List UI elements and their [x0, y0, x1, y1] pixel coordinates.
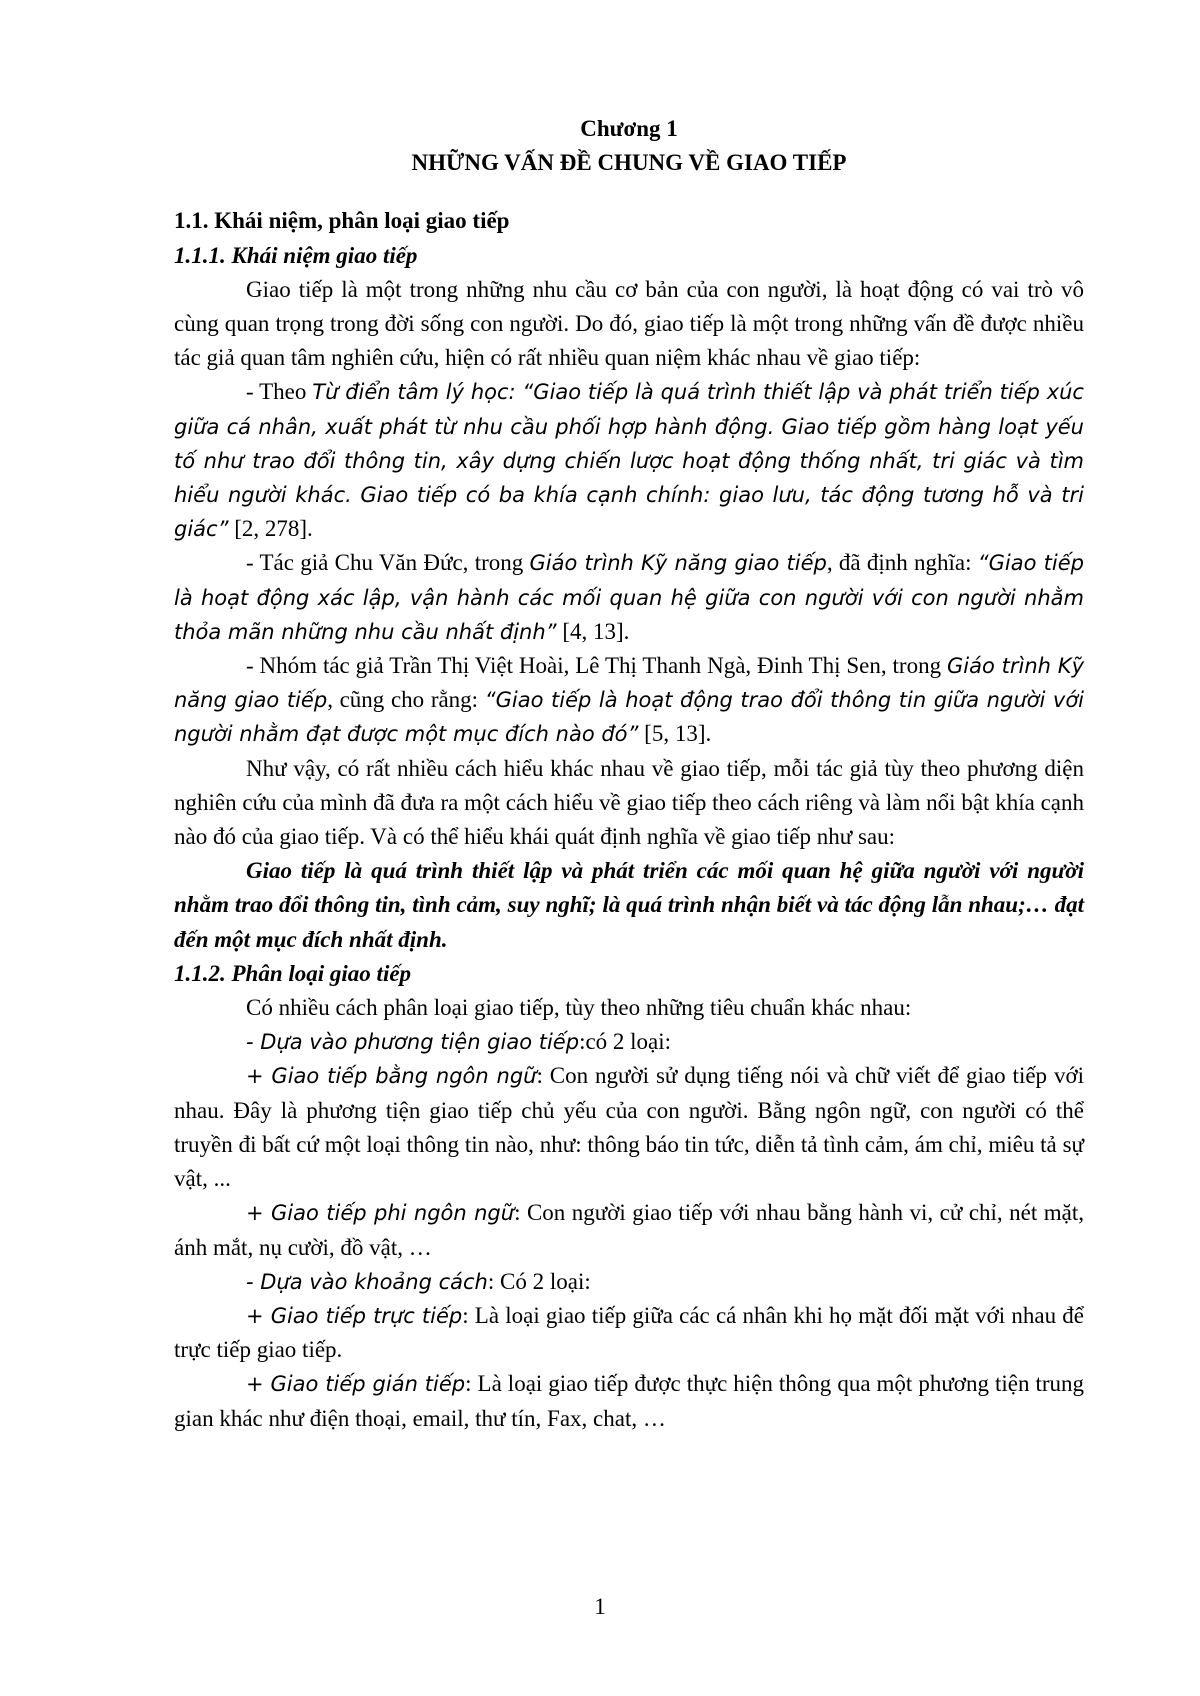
type-indirect — [174, 1367, 1084, 1435]
criterion-means-label: - Dựa vào phương tiện giao tiếp — [246, 1030, 580, 1055]
page-content — [174, 112, 1084, 1436]
def3-book: Giáo trình Kỹ năng giao tiếp — [174, 654, 1084, 713]
def2-mid: , đã định nghĩa: — [826, 550, 978, 576]
def1-lead: - Theo — [246, 379, 313, 405]
section-heading-1-1-2: 1.1.2. Phân loại giao tiếp — [174, 960, 412, 986]
type-nonverbal-label: + Giao tiếp phi ngôn ngữ — [246, 1201, 515, 1226]
general-definition: Giao tiếp là quá trình thiết lập và phát triển các mối quan hệ giữa người với người nhằm trao đổi thông tin, tình cảm, suy nghĩ; là quá trình nhận biết và tác động lẫn nhau;… đạt đến một mục đích nhất định. — [174, 858, 1084, 952]
chapter-heading: Chương 1 — [580, 116, 678, 141]
criterion-means — [174, 1025, 1084, 1059]
type-direct-label: + Giao tiếp trực tiếp — [246, 1303, 463, 1328]
definition-tran-thi-viet-hoai — [174, 649, 1084, 752]
type-indirect-label: + Giao tiếp gián tiếp — [246, 1372, 466, 1397]
type-direct-rest: : Là loại giao tiếp giữa các cá nhân khi họ mặt đối mặt với nhau để trực tiếp giao tiếp. — [174, 1302, 1084, 1363]
type-verbal-rest: : Con người sử dụng tiếng nói và chữ viết để giao tiếp với nhau. Đây là phương tiện giao tiếp chủ yếu của con người. Bằng ngôn ngữ, con người có thể truyền đi bất cứ một loại thông tin nào, như: thông báo tin tức, diễn tả tình cảm, ám chỉ, miêu tả sự vật, ... — [174, 1063, 1085, 1192]
type-direct — [174, 1299, 1084, 1367]
def3-mid: , cũng cho rằng: — [327, 687, 485, 713]
type-nonverbal — [174, 1196, 1084, 1264]
definition-chu-van-duc — [174, 546, 1084, 649]
page-number: 1 — [594, 1594, 606, 1619]
criterion-distance-label: - Dựa vào khoảng cách — [246, 1269, 488, 1294]
def2-lead: - Tác giả Chu Văn Đức, trong — [246, 550, 530, 576]
type-nonverbal-rest: : Con người giao tiếp với nhau bằng hành vi, cử chỉ, nét mặt, ánh mắt, nụ cười, đồ vật, … — [174, 1200, 1084, 1260]
def3-citation: [5, 13]. — [638, 721, 712, 747]
type-verbal — [174, 1059, 1084, 1196]
section-heading-1-1-1: 1.1.1. Khái niệm giao tiếp — [174, 242, 418, 268]
criterion-means-rest: :có 2 loại: — [579, 1029, 672, 1055]
def1-quote: Từ điển tâm lý học: “Giao tiếp là quá trình thiết lập và phát triển tiếp xúc giữa cá nhân, xuất phát từ nhu cầu phối hợp hành động. Giao tiếp gồm hàng loạt yếu tố như trao đổi thông tin, xây dựng chiến lược hoạt động thống nhất, tri giác và tìm hiểu người khác. Giao tiếp có ba khía cạnh chính: giao lưu, tác động tương hỗ và tri giác” — [174, 380, 1084, 542]
def2-citation: [4, 13]. — [556, 618, 630, 644]
def1-citation: [2, 278]. — [228, 516, 313, 542]
type-verbal-label: + Giao tiếp bằng ngôn ngữ — [246, 1064, 537, 1089]
section-heading-1-1: 1.1. Khái niệm, phân loại giao tiếp — [174, 208, 510, 234]
chapter-title: NHỮNG VẤN ĐỀ CHUNG VỀ GIAO TIẾP — [411, 150, 847, 176]
intro-paragraph: Giao tiếp là một trong những nhu cầu cơ bản của con người, là hoạt động có vai trò vô cùng quan trọng trong đời sống con người. Do đó, giao tiếp là một trong những vấn đề được nhiều tác giả quan tâm nghiên cứu, hiện có rất nhiều quan niệm khác nhau về giao tiếp: — [174, 276, 1084, 371]
def2-quote: “Giao tiếp là hoạt động xác lập, vận hành các mối quan hệ giữa con người với con người nhằm thỏa mãn những nhu cầu nhất định” — [174, 551, 1084, 644]
summary-paragraph: Như vậy, có rất nhiều cách hiểu khác nhau về giao tiếp, mỗi tác giả tùy theo phương diện nghiên cứu của mình đã đưa ra một cách hiểu về giao tiếp theo cách riêng và làm nổi bật khía cạnh nào đó của giao tiếp. Và có thể hiểu khái quát định nghĩa về giao tiếp như sau: — [174, 755, 1084, 850]
type-indirect-rest: : Là loại giao tiếp được thực hiện thông qua một phương tiện trung gian khác như điện thoại, email, thư tín, Fax, chat, … — [174, 1371, 1084, 1431]
def3-lead: - Nhóm tác giả Trần Thị Việt Hoài, Lê Thị Thanh Ngà, Đinh Thị Sen, trong — [246, 653, 947, 679]
def3-quote: “Giao tiếp là hoạt động trao đổi thông tin giữa người với người nhằm đạt được một mục đích nào đó” — [174, 688, 1084, 747]
criterion-distance — [174, 1265, 1084, 1299]
definition-dictionary — [174, 375, 1084, 546]
classification-intro: Có nhiều cách phân loại giao tiếp, tùy theo những tiêu chuẩn khác nhau: — [246, 995, 912, 1021]
criterion-distance-rest: : Có 2 loại: — [487, 1268, 591, 1294]
def2-book: Giáo trình Kỹ năng giao tiếp — [529, 551, 827, 576]
